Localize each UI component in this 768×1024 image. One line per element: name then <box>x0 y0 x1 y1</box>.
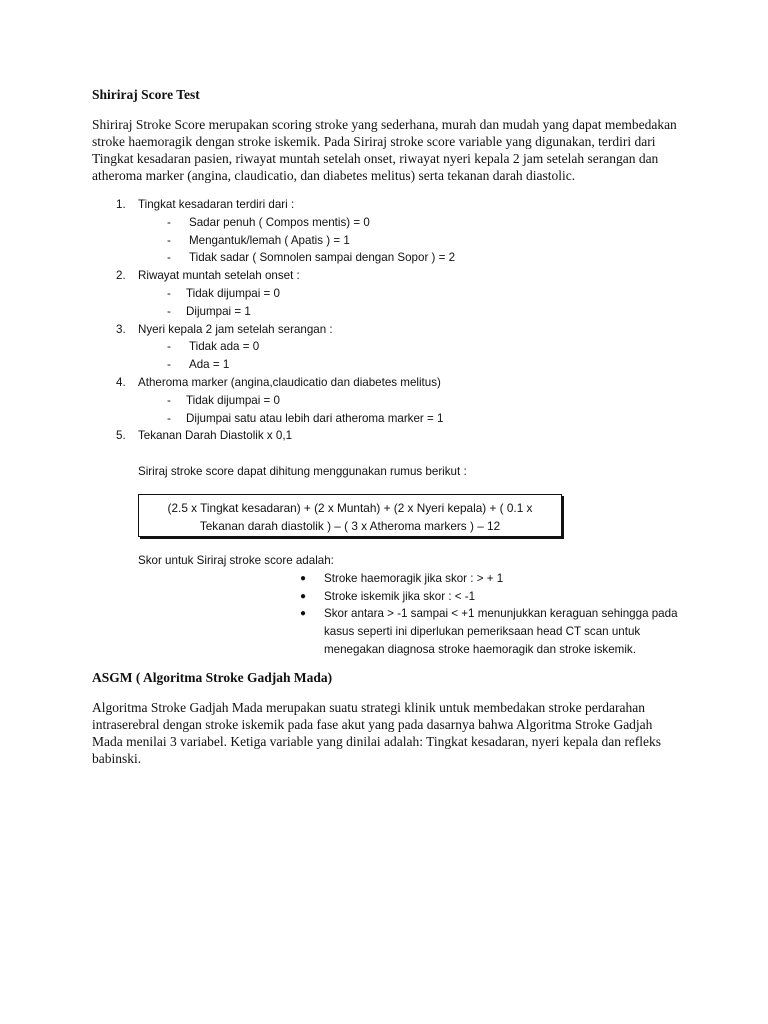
criteria-subitem: - Ada = 1 <box>167 358 230 372</box>
document-page <box>92 86 682 779</box>
siriraj-intro-paragraph: Shiriraj Stroke Score merupakan scoring stroke yang sederhana, murah dan mudah yang dapat membedakan stroke haemoragik dengan stroke iskemik. Pada Siriraj stroke score variable yang digunakan, terdiri dari Tingkat kesadaran pasien, riwayat muntah setelah onset, riwayat nyeri kepala 2 jam setelah serangan dan atheroma marker (angina, claudicatio, dan diabetes melitus) serta tekanan darah diastolic. <box>92 117 677 183</box>
item-label: Riwayat muntah setelah onset : <box>138 269 300 283</box>
skor-title: Skor untuk Siriraj stroke score adalah: <box>138 553 334 567</box>
criteria-subitem: - Dijumpai = 1 <box>167 304 251 318</box>
bullet-icon: ● <box>300 608 307 620</box>
criteria-subitem: - Tidak ada = 0 <box>167 340 260 354</box>
asgm-paragraph: Algoritma Stroke Gadjah Mada merupakan suatu strategi klinik untuk membedakan stroke perdarahan intraserebral dengan stroke iskemik pada fase akut yang pada dasarnya bahwa Algoritma Stroke Gadjah Mada menilai 3 variabel. Ketiga variable yang dinilai adalah: Tingkat kesadaran, nyeri kepala dan refleks babinski. <box>92 699 662 766</box>
criteria-item <box>92 267 682 285</box>
item-label: Tekanan Darah Diastolik x 0,1 <box>138 429 293 443</box>
skor-bullet-list <box>92 570 682 659</box>
criteria-item <box>92 427 682 445</box>
item-number: 3. <box>116 322 126 336</box>
bullet-item: ● Stroke haemoragik jika skor : > + 1 <box>92 570 682 588</box>
formula-line: Tekanan darah diastolik ) – ( 3 x Atheroma markers ) – 12 <box>199 518 501 533</box>
criteria-subitem: - Dijumpai satu atau lebih dari atheroma marker = 1 <box>167 411 444 425</box>
item-number: 2. <box>116 269 126 283</box>
item-number: 1. <box>116 198 126 211</box>
criteria-subitem: - Tidak dijumpai = 0 <box>167 286 280 300</box>
formula-line: (2.5 x Tingkat kesadaran) + (2 x Muntah) + (2 x Nyeri kepala) + ( 0.1 x <box>167 500 533 515</box>
item-label: Atheroma marker (angina,claudicatio dan diabetes melitus) <box>138 375 441 389</box>
criteria-subitem: - Tidak sadar ( Somnolen sampai dengan Sopor ) = 2 <box>167 251 456 265</box>
criteria-list <box>92 196 682 445</box>
bullet-item: ● Skor antara > -1 sampai < +1 menunjukkan keraguan sehingga pada kasus seperti ini diperlukan pemeriksaan head CT scan untuk menegakan diagnosa stroke haemoragik dan stroke iskemik. <box>300 607 678 656</box>
section-title-asgm: ASGM ( Algoritma Stroke Gadjah Mada) <box>92 669 333 685</box>
section-title-siriraj: Shiriraj Score Test <box>92 87 200 102</box>
bullet-item: ● Stroke iskemik jika skor : < -1 <box>92 588 682 606</box>
criteria-item <box>92 321 682 339</box>
item-label: Nyeri kepala 2 jam setelah serangan : <box>138 322 333 336</box>
criteria-item <box>92 196 682 214</box>
item-number: 4. <box>116 375 126 389</box>
bullet-icon: ● <box>300 590 307 602</box>
formula-intro: Siriraj stroke score dapat dihitung menggunakan rumus berikut : <box>138 465 467 479</box>
criteria-item <box>92 374 682 392</box>
criteria-subitem: - Mengantuk/lemah ( Apatis ) = 1 <box>167 233 350 247</box>
item-number: 5. <box>116 429 126 443</box>
item-label: Tingkat kesadaran terdiri dari : <box>138 198 295 211</box>
bullet-icon: ● <box>300 572 307 584</box>
criteria-subitem: - Sadar penuh ( Compos mentis) = 0 <box>167 215 370 229</box>
criteria-subitem: - Tidak dijumpai = 0 <box>167 393 280 407</box>
formula-box <box>138 494 562 537</box>
